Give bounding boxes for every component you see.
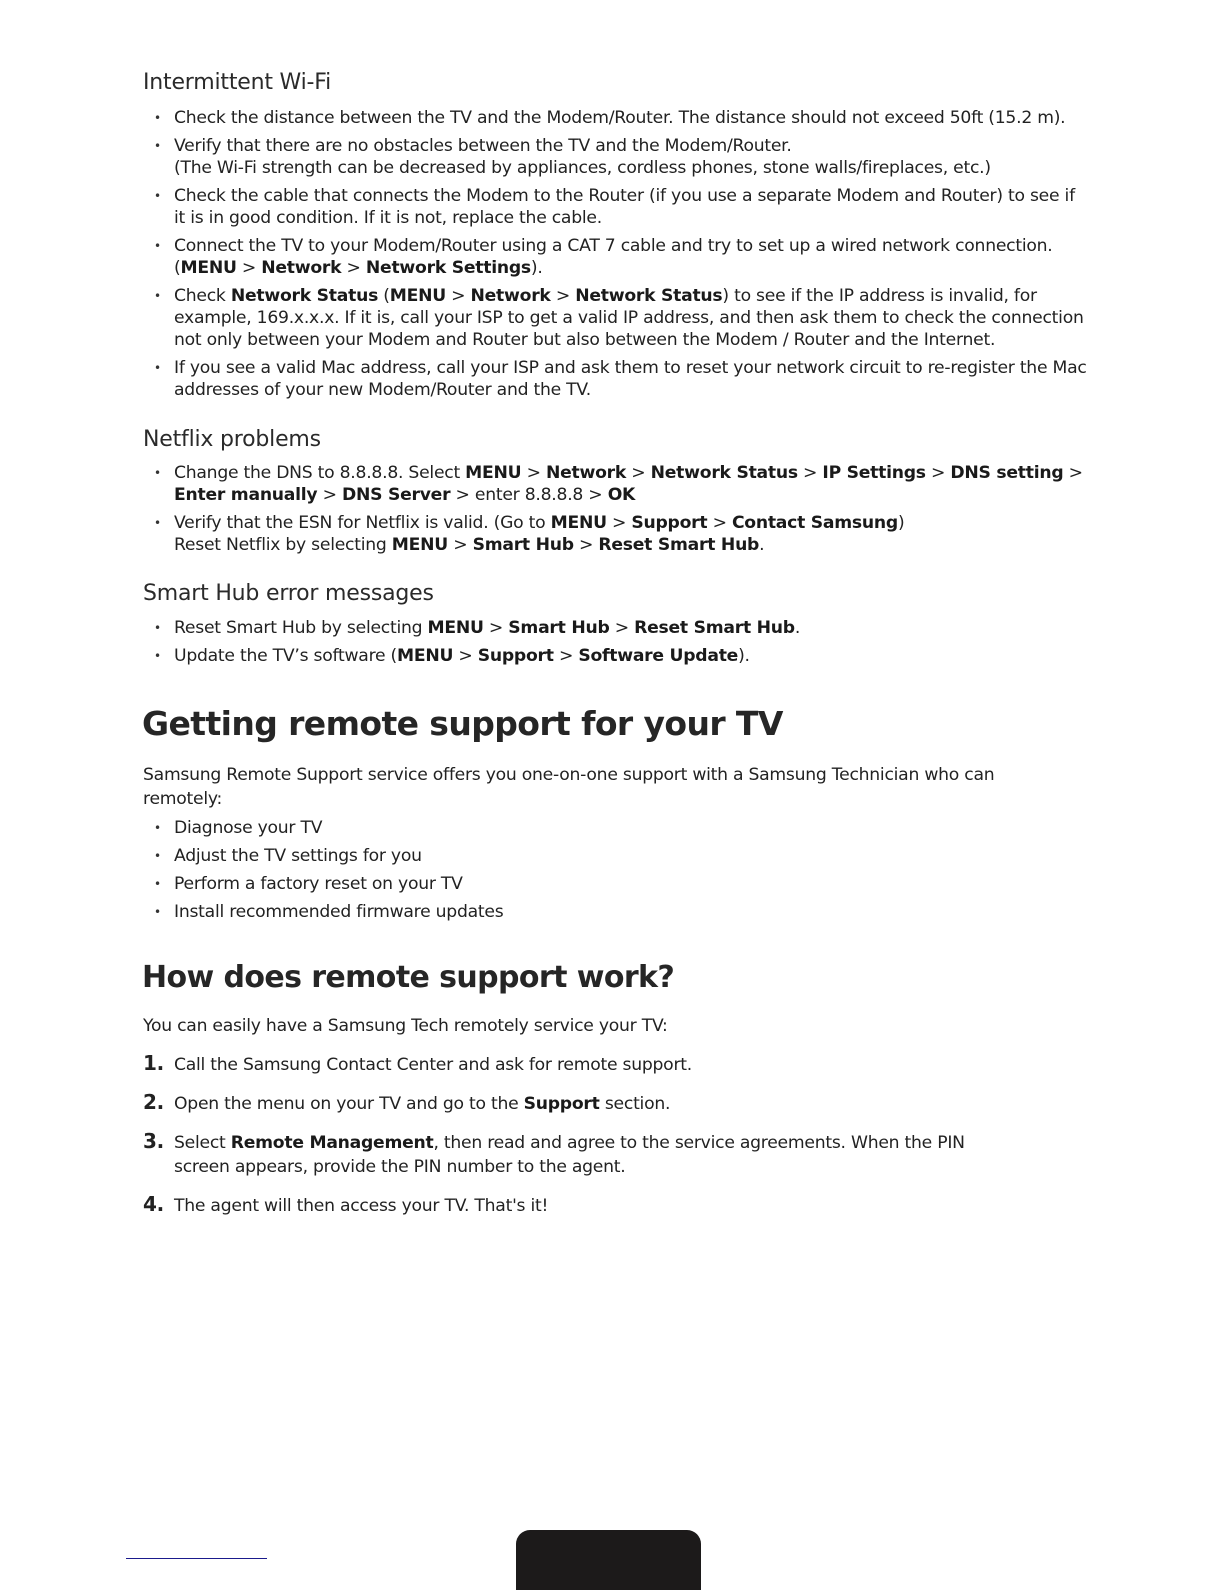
menu-path-term: Network Status bbox=[575, 286, 723, 306]
text-segment: > bbox=[1063, 463, 1083, 483]
menu-path-term: Software Update bbox=[578, 646, 739, 666]
text-segment: ). bbox=[738, 646, 750, 666]
menu-path-term: OK bbox=[607, 485, 636, 505]
list-item: • Perform a factory reset on your TV bbox=[150, 873, 1090, 895]
menu-path-term: Contact Samsung bbox=[731, 513, 898, 533]
text-segment: > bbox=[553, 646, 579, 666]
menu-path-term: Network Status bbox=[230, 286, 379, 306]
list-item bbox=[150, 357, 1090, 401]
text-segment: section. bbox=[599, 1094, 671, 1114]
text-segment: ). bbox=[530, 258, 543, 278]
menu-path-term: Support bbox=[523, 1094, 600, 1114]
netflix-troubleshooting-list bbox=[150, 462, 1090, 556]
text-segment: > bbox=[550, 286, 576, 306]
section-heading-netflix-problems: Netflix problems bbox=[143, 427, 321, 452]
section-heading-smart-hub-errors: Smart Hub error messages bbox=[143, 581, 434, 606]
menu-path-term: Network Settings bbox=[365, 258, 531, 278]
text-segment: ( bbox=[378, 286, 390, 306]
text-segment: > bbox=[447, 535, 473, 555]
text-segment: > bbox=[707, 513, 732, 533]
section-heading-getting-remote-support: Getting remote support for your TV bbox=[142, 704, 783, 743]
text-segment: Call the Samsung Contact Center and ask for remote support. bbox=[174, 1055, 692, 1075]
menu-path-term: Remote Management bbox=[230, 1133, 434, 1153]
menu-path-term: MENU bbox=[465, 463, 522, 483]
step-item bbox=[143, 1053, 1013, 1077]
footer-rule bbox=[126, 1558, 267, 1559]
list-item bbox=[150, 462, 1090, 506]
text-segment: Change the DNS to 8.8.8.8. Select bbox=[174, 463, 466, 483]
text-segment: Verify that the ESN for Netflix is valid. (Go to bbox=[174, 513, 551, 533]
smart-hub-troubleshooting-list bbox=[150, 617, 1090, 667]
text-segment: > bbox=[573, 535, 599, 555]
menu-path-term: Reset Smart Hub bbox=[598, 535, 760, 555]
text-segment: Reset Smart Hub by selecting bbox=[174, 618, 428, 638]
list-item bbox=[150, 235, 1090, 279]
list-item: • Diagnose your TV bbox=[150, 817, 1090, 839]
remote-support-capabilities-list bbox=[150, 817, 1090, 923]
wifi-troubleshooting-list bbox=[150, 107, 1090, 401]
section-heading-intermittent-wifi: Intermittent Wi-Fi bbox=[143, 70, 332, 95]
list-item: • Adjust the TV settings for you bbox=[150, 845, 1090, 867]
menu-path-term: MENU bbox=[391, 535, 448, 555]
menu-path-term: Network Status bbox=[650, 463, 798, 483]
menu-path-term: IP Settings bbox=[822, 463, 926, 483]
menu-path-term: MENU bbox=[397, 646, 454, 666]
text-segment: > bbox=[445, 286, 471, 306]
menu-path-term: MENU bbox=[389, 286, 446, 306]
text-segment: > bbox=[609, 618, 635, 638]
menu-path-term: Network bbox=[261, 258, 342, 278]
list-item bbox=[150, 617, 1090, 639]
step-item bbox=[143, 1092, 1013, 1116]
list-item bbox=[150, 645, 1090, 667]
text-segment: ) bbox=[897, 513, 905, 533]
page-number-tab bbox=[516, 1530, 701, 1590]
text-segment: Connect the TV to your Modem/Router using a CAT 7 cable and try to set up a wired network connection. ( bbox=[174, 236, 1053, 278]
text-segment: Select bbox=[174, 1133, 231, 1153]
menu-path-term: Network bbox=[470, 286, 551, 306]
text-segment: > bbox=[797, 463, 823, 483]
text-segment: Verify that there are no obstacles between the TV and the Modem/Router. bbox=[174, 136, 792, 156]
text-segment: The agent will then access your TV. That's it! bbox=[174, 1196, 549, 1216]
text-segment: Reset Netflix by selecting bbox=[174, 535, 392, 555]
list-item bbox=[150, 512, 1090, 556]
menu-path-term: Support bbox=[631, 513, 708, 533]
text-segment: > bbox=[626, 463, 651, 483]
text-segment: . bbox=[794, 618, 801, 638]
remote-support-intro: Samsung Remote Support service offers you one-on-one support with a Samsung Technician who can remotely: bbox=[143, 765, 995, 809]
text-segment: Check the cable that connects the Modem to the Router (if you use a separate Modem and Router) to see if it is in good condition. If it is not, replace the cable. bbox=[174, 186, 1075, 228]
text-segment: > bbox=[483, 618, 509, 638]
text-segment: > bbox=[236, 258, 262, 278]
text-segment: . bbox=[759, 535, 765, 555]
menu-path-term: Smart Hub bbox=[508, 618, 610, 638]
list-item bbox=[150, 185, 1090, 229]
section-heading-how-remote-support-works: How does remote support work? bbox=[142, 960, 675, 995]
menu-path-term: Support bbox=[477, 646, 554, 666]
remote-support-steps bbox=[143, 1053, 1013, 1218]
text-segment: Check the distance between the TV and the Modem/Router. The distance should not exceed 50ft (15.2 m). bbox=[174, 108, 1066, 128]
menu-path-term: MENU bbox=[180, 258, 237, 278]
text-segment: > bbox=[317, 485, 342, 505]
menu-path-term: MENU bbox=[550, 513, 607, 533]
step-number: 1. bbox=[143, 1051, 165, 1075]
text-segment: > enter 8.8.8.8 > bbox=[450, 485, 608, 505]
menu-path-term: Smart Hub bbox=[472, 535, 574, 555]
text-segment: Update the TV’s software ( bbox=[174, 646, 397, 666]
menu-path-term: DNS Server bbox=[341, 485, 451, 505]
step-number: 3. bbox=[143, 1129, 165, 1153]
step-number: 2. bbox=[143, 1090, 165, 1114]
menu-path-term: MENU bbox=[427, 618, 484, 638]
list-item bbox=[150, 135, 1090, 179]
list-item-note: (The Wi-Fi strength can be decreased by appliances, cordless phones, stone walls/fireplaces, etc.) bbox=[174, 158, 991, 178]
text-segment: , then read and agree to the service agreements. When the PIN screen appears, provide the PIN number to the agent. bbox=[174, 1133, 965, 1177]
text-segment: Open the menu on your TV and go to the bbox=[174, 1094, 524, 1114]
text-segment: > bbox=[453, 646, 478, 666]
step-number: 4. bbox=[143, 1192, 165, 1216]
menu-path-term: Reset Smart Hub bbox=[634, 618, 795, 638]
text-segment: Check bbox=[174, 286, 231, 306]
step-item bbox=[143, 1131, 1013, 1179]
text-segment: > bbox=[521, 463, 546, 483]
menu-path-term: DNS setting bbox=[950, 463, 1064, 483]
list-item bbox=[150, 107, 1090, 129]
text-segment: > bbox=[606, 513, 632, 533]
text-segment: > bbox=[925, 463, 951, 483]
menu-path-term: Enter manually bbox=[174, 485, 318, 505]
text-segment: > bbox=[341, 258, 366, 278]
list-item: • Install recommended firmware updates bbox=[150, 901, 1090, 923]
step-item bbox=[143, 1194, 1013, 1218]
list-item bbox=[150, 285, 1090, 351]
text-segment: If you see a valid Mac address, call your ISP and ask them to reset your network circuit to re-register the Mac addresses of your new Modem/Router and the TV. bbox=[174, 358, 1087, 400]
menu-path-term: Network bbox=[545, 463, 627, 483]
text-segment: ) to see if the IP address is invalid, for example, 169.x.x.x. If it is, call your ISP to get a valid IP address, and then ask them to check the connection not only between your Modem and Router but also between the Modem / Router and the Internet. bbox=[174, 286, 1084, 350]
how-it-works-intro: You can easily have a Samsung Tech remotely service your TV: bbox=[143, 1016, 668, 1036]
